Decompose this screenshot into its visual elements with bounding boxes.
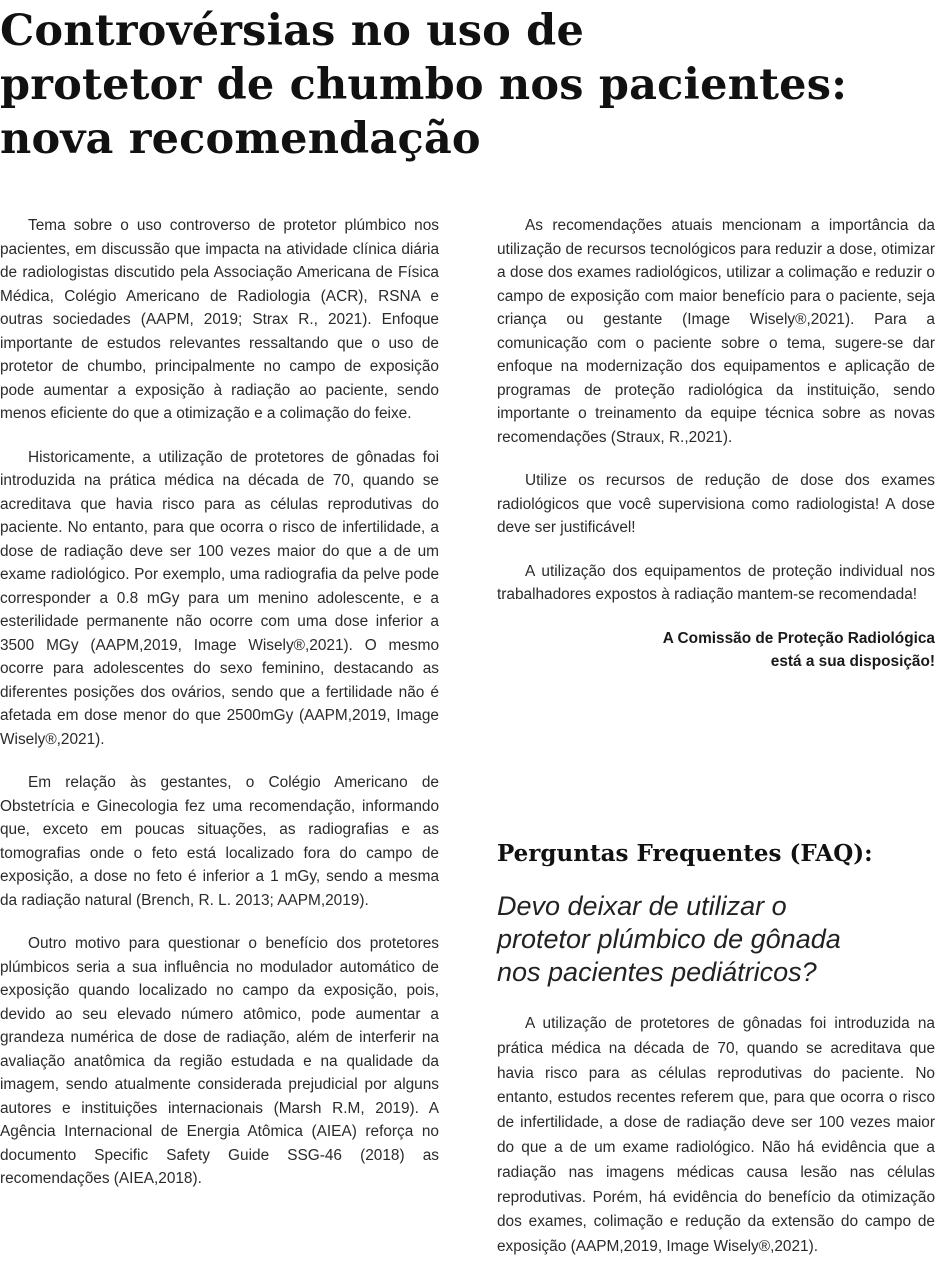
faq-question-line: Devo deixar de utilizar o bbox=[497, 891, 787, 921]
faq-question-line: protetor plúmbico de gônada bbox=[497, 924, 841, 954]
faq-question bbox=[497, 890, 935, 989]
body-paragraph: Outro motivo para questionar o benefício dos protetores plúmbicos seria a sua influência no modulador automático de exposição quando localizado no campo da exposição, pois, devido ao seu elevado número atômico, pode aumentar a grandeza numérica de dose de radiação, além de interferir na avaliação anatômica da região estudada e na qualidade da imagem, sendo atualmente considerada prejudicial por alguns autores e instituições internacionais (Marsh R.M, 2019). A Agência Internacional de Energia Atômica (AIEA) reforça no documento Specific Safety Guide SSG-46 (2018) as recomendações (AIEA,2018). bbox=[0, 935, 439, 1187]
article-title bbox=[0, 4, 935, 166]
signoff-line: A Comissão de Proteção Radiológica bbox=[662, 629, 935, 647]
faq-heading: Perguntas Frequentes (FAQ): bbox=[497, 840, 873, 867]
faq-question-line: nos pacientes pediátricos? bbox=[497, 957, 817, 987]
signoff-line: está a sua disposição! bbox=[770, 653, 935, 670]
article-title-line: nova recomendação bbox=[0, 114, 481, 164]
body-paragraph: Utilize os recursos de redução de dose dos exames radiológicos que você supervisiona como radiologista! A dose deve ser justificável! bbox=[497, 472, 935, 536]
faq-answer-paragraph: A utilização de protetores de gônadas foi introduzida na prática médica na década de 70, quando se acreditava que havia risco para as células reprodutivas do paciente. No entanto, estudos recentes referem que, para que ocorra o risco de infertilidade, a dose de radiação deve ser 100 vezes maior do que a de um exame radiológico. Não há evidência que a radiação nas imagens médicas causa lesão nas células reprodutivas. Porém, há evidência do benefício da otimização dos exames, colimação e redução da extensão do campo de exposição (AAPM,2019, Image Wisely®,2021). bbox=[497, 1015, 935, 1256]
body-paragraph: A utilização dos equipamentos de proteção individual nos trabalhadores expostos à radiação mantem-se recomendada! bbox=[497, 562, 935, 603]
body-paragraph: Em relação às gestantes, o Colégio Americano de Obstetrícia e Ginecologia fez uma recomendação, informando que, exceto em poucas situações, as radiografias e as tomografias onde o feto está localizado fora do campo de exposição, a dose no feto é inferior a 1 mGy, sendo a mesma da radiação natural (Brench, R. L. 2013; AAPM,2019). bbox=[0, 774, 439, 909]
body-paragraph: Tema sobre o uso controverso de protetor plúmbico nos pacientes, em discussão que impacta na atividade clínica diária de radiologistas discutido pela Associação Americana de Física Médica, Colégio Americano de Radiologia (ACR), RSNA e outras sociedades (AAPM, 2019; Strax R., 2021). Enfoque importante de estudos relevantes ressaltando que o uso de protetor de chumbo, principalmente no campo de exposição pode aumentar a exposição à radiação ao paciente, sendo menos eficiente do que a otimização e a colimação do feixe. bbox=[0, 217, 439, 422]
committee-signoff bbox=[497, 627, 935, 674]
article-title-line: protetor de chumbo nos pacientes: bbox=[0, 60, 848, 110]
body-paragraph: Historicamente, a utilização de protetores de gônadas foi introduzida na prática médica na década de 70, quando se acreditava que havia risco para as células reprodutivas do paciente. No entanto, para que ocorra o risco de infertilidade, a dose de radiação deve ser 100 vezes maior do que a de um exame radiológico. Por exemplo, uma radiografia da pelve pode corresponder a 0.8 mGy para um menino adolescente, e a esterilidade permanente não ocorre com uma dose inferior a 3500 MGy (AAPM,2019, Image Wisely®,2021). O mesmo ocorre para adolescentes do sexo feminino, destacando as diferentes posições dos ovários, sendo que a fertilidade não é afetada em dose menor do que 2500mGy (AAPM,2019, Image Wisely®,2021). bbox=[0, 448, 439, 748]
body-paragraph: As recomendações atuais mencionam a importância da utilização de recursos tecnológicos para reduzir a dose, otimizar a dose dos exames radiológicos, utilizar a colimação e reduzir o campo de exposição com maior benefício para o paciente, seja criança ou gestante (Image Wisely®,2021). Para a comunicação com o paciente sobre o tema, sugere-se dar enfoque na modernização dos equipamentos e aplicação de programas de proteção radiológica da instituição, sendo importante o treinamento da equipe técnica sobre as novas recomendações (Straux, R.,2021). bbox=[497, 217, 935, 446]
article-title-line: Controvérsias no uso de bbox=[0, 6, 585, 56]
right-column bbox=[497, 214, 935, 674]
faq-answer bbox=[497, 1012, 935, 1260]
left-column bbox=[0, 214, 439, 1211]
